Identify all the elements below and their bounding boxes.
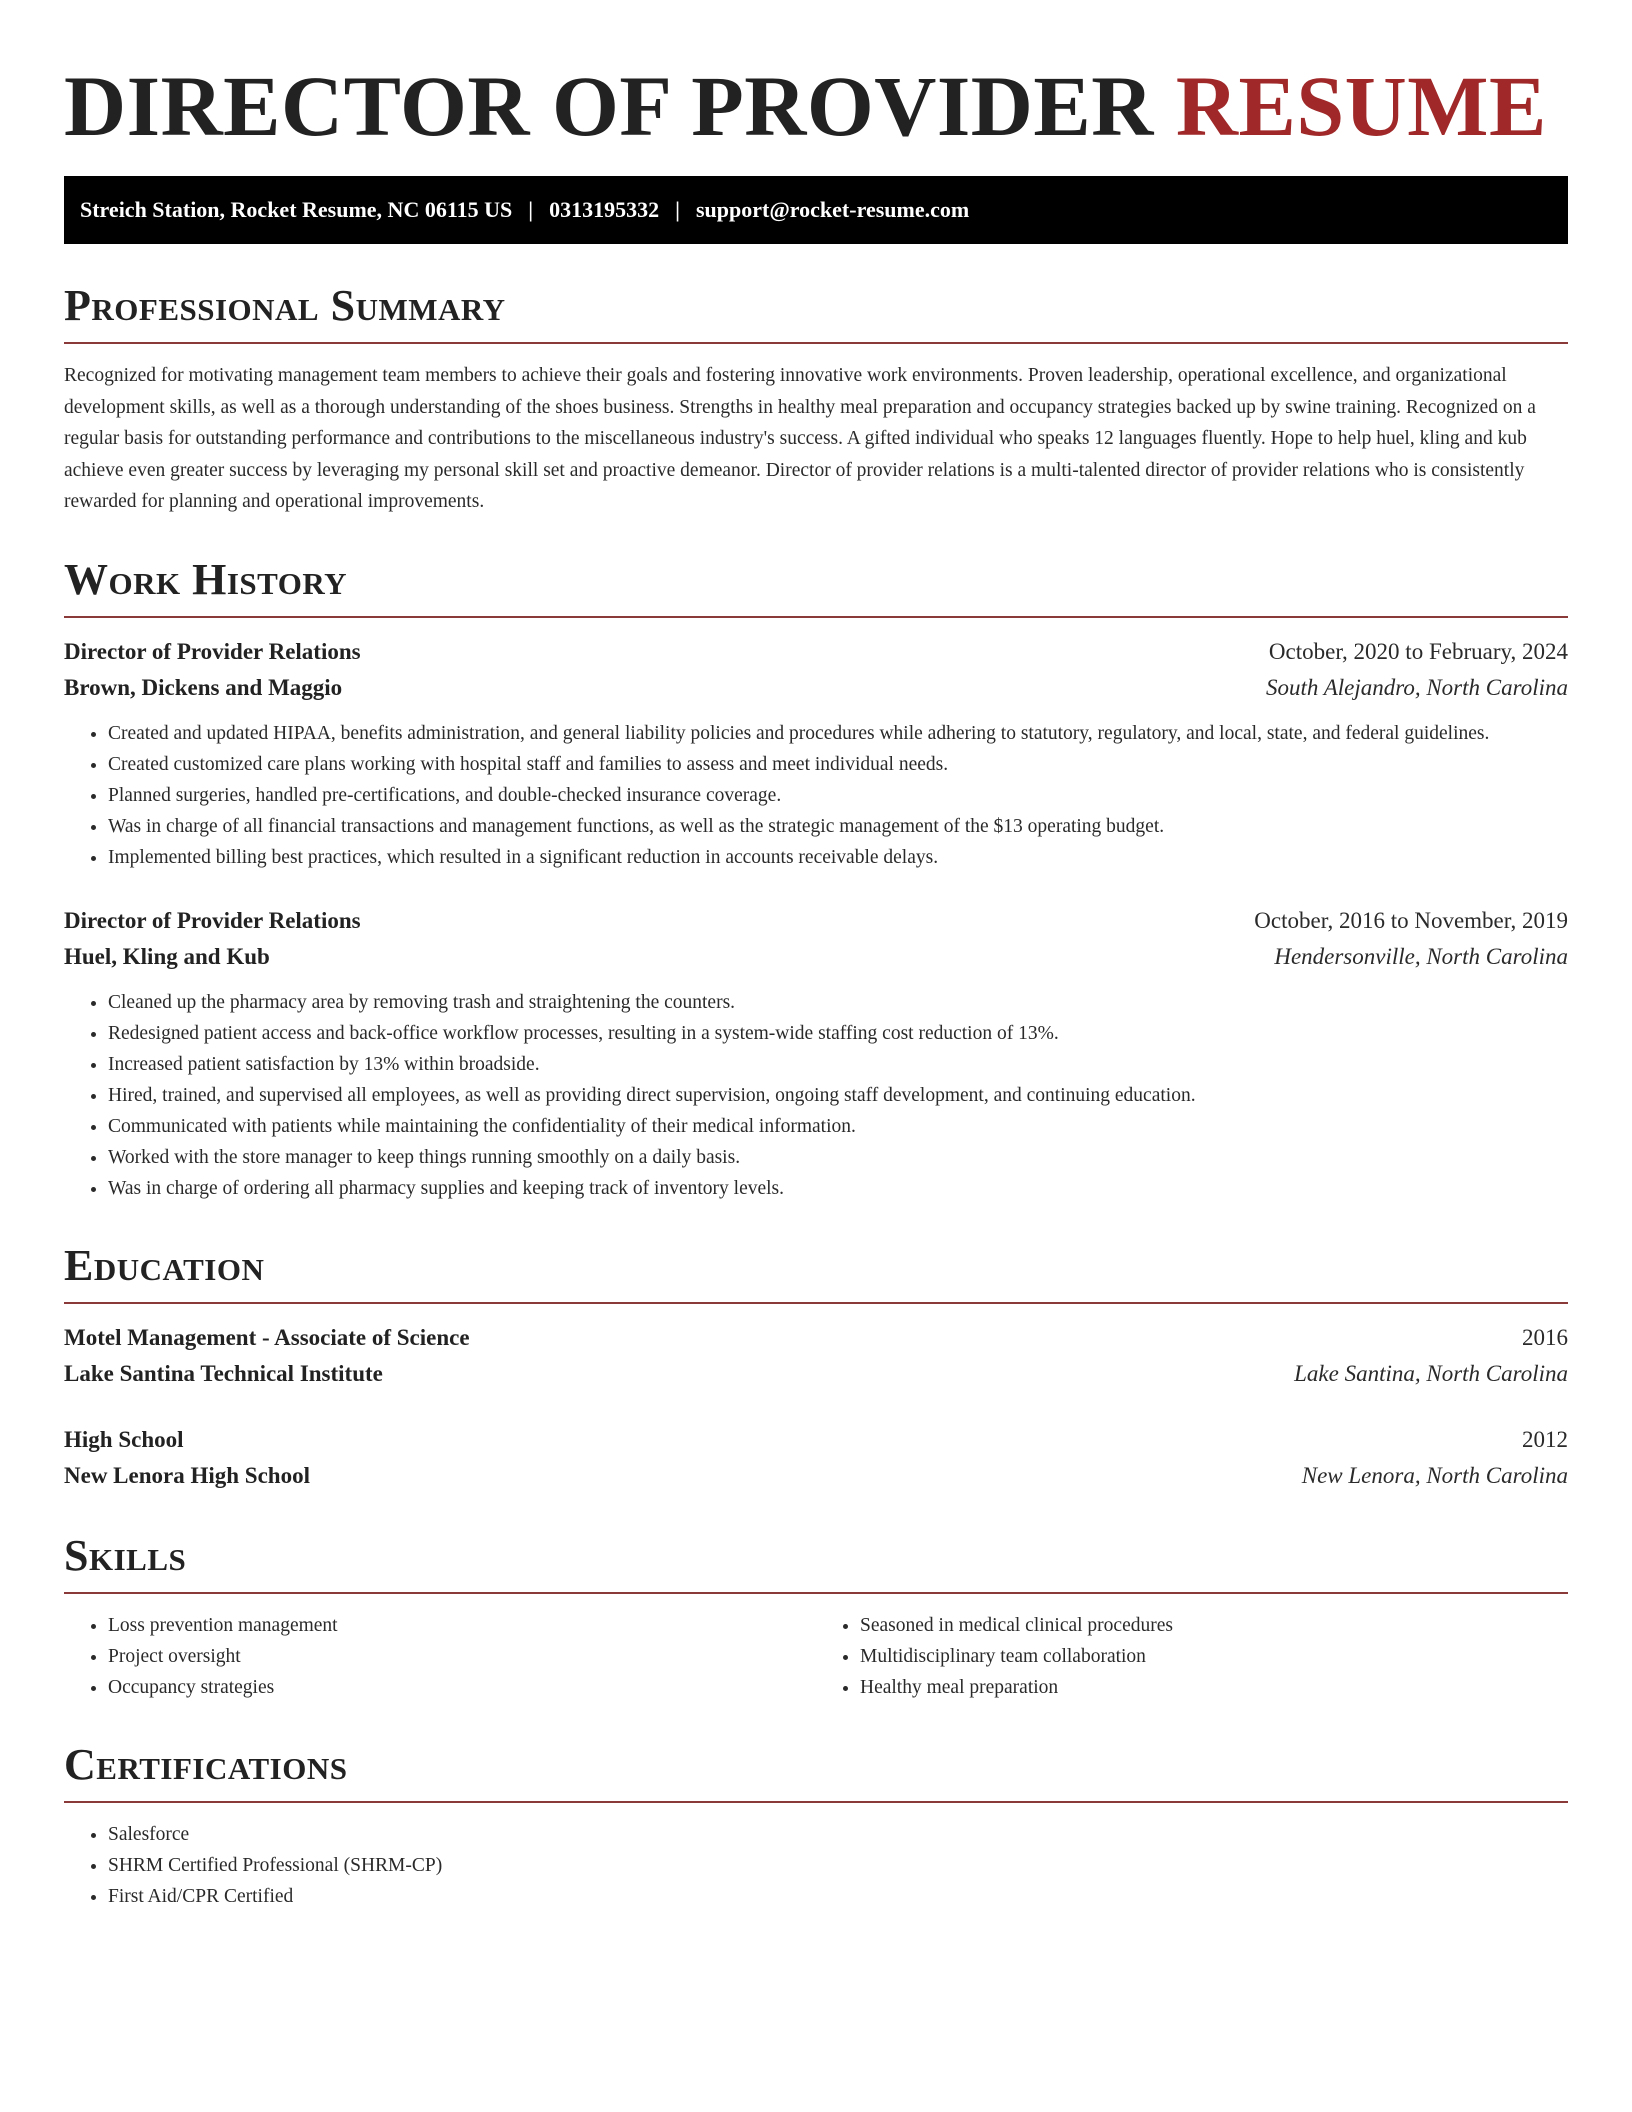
contact-phone: 0313195332: [549, 197, 660, 222]
skills-section: [64, 1530, 1568, 1703]
education-header-row: [64, 1320, 1568, 1356]
contact-separator: |: [675, 197, 680, 222]
skills-column-right: [816, 1610, 1568, 1703]
list-item: • Cleaned up the pharmacy area by removing trash and straightening the counters.: [108, 987, 1568, 1018]
list-item: • Seasoned in medical clinical procedures: [860, 1610, 1568, 1641]
section-heading-education: Education: [64, 1240, 265, 1290]
title-accent: RESUME: [1175, 58, 1547, 154]
list-item: • Healthy meal preparation: [860, 1672, 1568, 1703]
page-title: [64, 56, 1568, 156]
list-item: • Implemented billing best practices, which resulted in a significant reduction in accounts receivable delays.: [108, 842, 1568, 873]
certifications-section: [64, 1739, 1568, 1912]
education-school-row: [64, 1458, 1568, 1494]
certifications-list: [64, 1819, 1568, 1912]
skills-grid: [64, 1610, 1568, 1703]
education-section: [64, 1240, 1568, 1494]
list-item: • SHRM Certified Professional (SHRM-CP): [108, 1850, 1568, 1881]
list-item: • First Aid/CPR Certified: [108, 1881, 1568, 1912]
list-item: • Was in charge of ordering all pharmacy supplies and keeping track of inventory levels.: [108, 1173, 1568, 1204]
job-company-row: [64, 939, 1568, 975]
contact-bar: [64, 176, 1568, 244]
job-entry: [64, 634, 1568, 873]
contact-separator: |: [528, 197, 534, 222]
list-item: • Salesforce: [108, 1819, 1568, 1850]
contact-address: Streich Station, Rocket Resume, NC 06115 US: [80, 197, 513, 222]
work-history-section: [64, 554, 1568, 1204]
job-company-row: [64, 670, 1568, 706]
education-year: 2012: [1522, 1426, 1568, 1452]
section-heading-skills: Skills: [64, 1530, 187, 1580]
skills-column-left: [64, 1610, 816, 1703]
education-location: Lake Santina, North Carolina: [1294, 1360, 1568, 1386]
job-company: Brown, Dickens and Maggio: [64, 674, 343, 700]
list-item: • Communicated with patients while maintaining the confidentiality of their medical information.: [108, 1111, 1568, 1142]
education-location: New Lenora, North Carolina: [1301, 1462, 1568, 1488]
education-degree: High School: [64, 1426, 184, 1452]
job-header-row: [64, 634, 1568, 670]
education-entry: [64, 1422, 1568, 1494]
section-heading-certifications: Certifications: [64, 1739, 348, 1789]
job-dates: October, 2020 to February, 2024: [1268, 638, 1568, 664]
list-item: • Increased patient satisfaction by 13% within broadside.: [108, 1049, 1568, 1080]
education-school: Lake Santina Technical Institute: [64, 1360, 383, 1386]
list-item: • Loss prevention management: [108, 1610, 816, 1641]
section-divider: [64, 1302, 1568, 1304]
job-company: Huel, Kling and Kub: [64, 943, 270, 969]
contact-email: support@rocket-resume.com: [695, 197, 970, 222]
list-item: • Hired, trained, and supervised all employees, as well as providing direct supervision, ongoing staff development, and continuing education.: [108, 1080, 1568, 1111]
job-title: Director of Provider Relations: [64, 638, 361, 664]
list-item: • Planned surgeries, handled pre-certifications, and double-checked insurance coverage.: [108, 780, 1568, 811]
job-location: Hendersonville, North Carolina: [1274, 943, 1568, 969]
education-school: New Lenora High School: [64, 1462, 310, 1488]
list-item: • Created and updated HIPAA, benefits administration, and general liability policies and procedures while adhering to statutory, regulatory, and local, state, and federal guidelines.: [108, 718, 1568, 749]
list-item: • Occupancy strategies: [108, 1672, 816, 1703]
job-bullets: [64, 987, 1568, 1204]
job-dates: October, 2016 to November, 2019: [1254, 907, 1568, 933]
education-header-row: [64, 1422, 1568, 1458]
job-bullets: [64, 718, 1568, 873]
education-entry: [64, 1320, 1568, 1392]
section-divider: [64, 616, 1568, 618]
job-location: South Alejandro, North Carolina: [1265, 674, 1568, 700]
title-main: DIRECTOR OF PROVIDER: [64, 58, 1154, 154]
section-divider: [64, 1801, 1568, 1803]
education-year: 2016: [1522, 1324, 1568, 1350]
list-item: • Worked with the store manager to keep things running smoothly on a daily basis.: [108, 1142, 1568, 1173]
list-item: • Created customized care plans working with hospital staff and families to assess and meet individual needs.: [108, 749, 1568, 780]
list-item: • Multidisciplinary team collaboration: [860, 1641, 1568, 1672]
list-item: • Project oversight: [108, 1641, 816, 1672]
summary-text: Recognized for motivating management team members to achieve their goals and fostering innovative work environments. Proven leadership, operational excellence, and organizational development skills, as well as a thorough understanding of the shoes business. Strengths in healthy meal preparation and occupancy strategies backed up by swine training. Recognized on a regular basis for outstanding performance and contributions to the miscellaneous industry's success. A gifted individual who speaks 12 languages fluently. Hope to help huel, kling and kub achieve even greater success by leveraging my personal skill set and proactive demeanor. Director of provider relations is a multi-talented director of provider relations who is consistently rewarded for planning and operational improvements.: [64, 365, 1536, 512]
section-heading-work-history: Work History: [64, 554, 348, 604]
education-degree: Motel Management - Associate of Science: [64, 1324, 470, 1350]
section-heading-summary: Professional Summary: [64, 281, 506, 330]
summary-section: [64, 280, 1568, 518]
list-item: • Was in charge of all financial transactions and management functions, as well as the strategic management of the $13 operating budget.: [108, 811, 1568, 842]
job-title: Director of Provider Relations: [64, 907, 361, 933]
job-entry: [64, 903, 1568, 1204]
job-header-row: [64, 903, 1568, 939]
section-divider: [64, 1592, 1568, 1594]
list-item: • Redesigned patient access and back-office workflow processes, resulting in a system-wide staffing cost reduction of 13%.: [108, 1018, 1568, 1049]
section-divider: [64, 342, 1568, 344]
education-school-row: [64, 1356, 1568, 1392]
